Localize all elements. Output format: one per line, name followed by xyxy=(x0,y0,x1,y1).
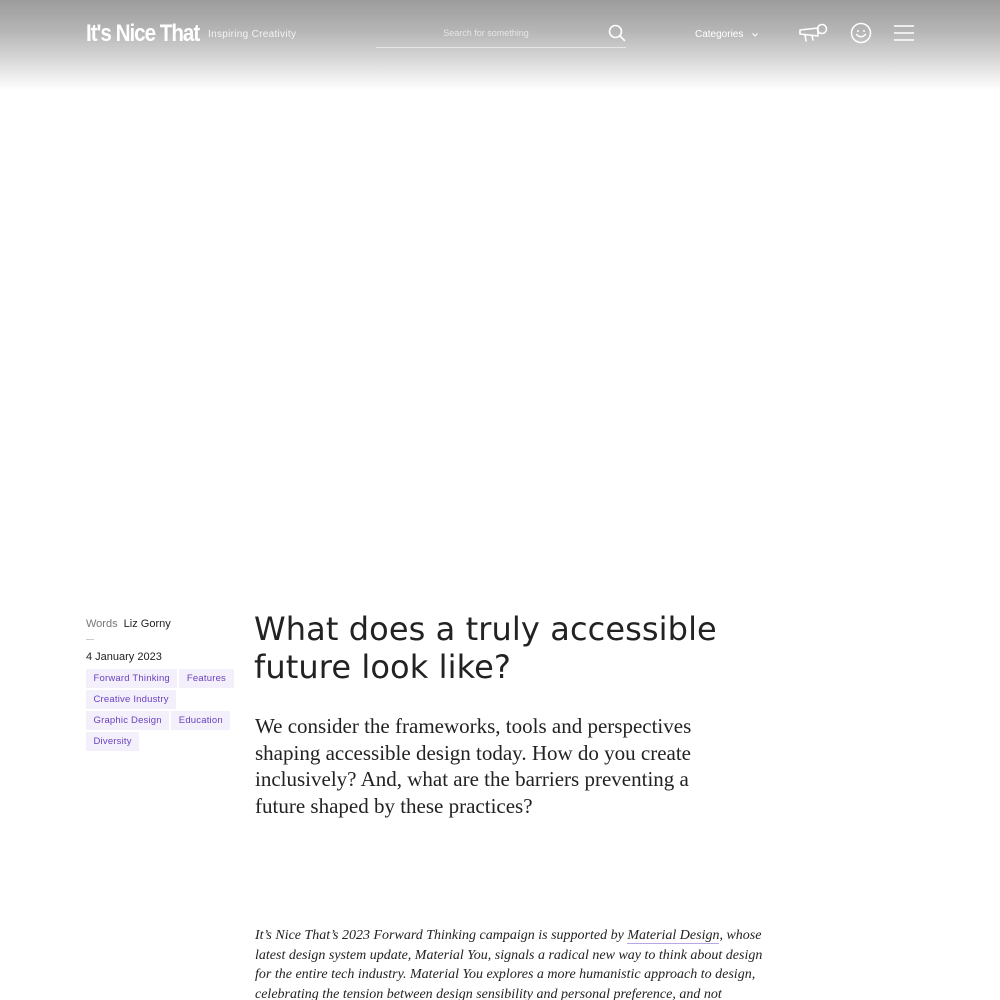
tag-graphic-design[interactable]: Graphic Design xyxy=(86,711,169,730)
article-body xyxy=(255,926,765,1000)
categories-dropdown[interactable] xyxy=(695,29,759,40)
byline xyxy=(86,618,246,630)
body-text-end: , whose latest design system update, Material You, signals a radical new way to think about design for the entire tech industry. Material You explores a more humanistic approach to design, celebrating the tension between design sensibility and personal preference, and not xyxy=(255,928,763,1000)
tag-creative-industry[interactable]: Creative Industry xyxy=(86,690,176,709)
words-label: Words xyxy=(86,618,118,630)
tag-forward-thinking[interactable]: Forward Thinking xyxy=(86,669,177,688)
site-header xyxy=(0,0,1000,90)
site-tagline: Inspiring Creativity xyxy=(208,29,297,40)
smiley-icon[interactable] xyxy=(850,22,872,44)
publish-date: 4 January 2023 xyxy=(86,651,162,663)
body-text-start: It’s Nice That’s 2023 Forward Thinking campaign is supported by xyxy=(255,928,628,943)
menu-icon[interactable] xyxy=(893,24,915,42)
article-standfirst: We consider the frameworks, tools and perspectives shaping accessible design today. How do you create inclusively? And, what are the barriers preventing a future shaped by these practices? xyxy=(255,714,692,818)
tag-features[interactable]: Features xyxy=(179,669,233,688)
megaphone-icon[interactable] xyxy=(798,22,830,44)
chevron-down-icon xyxy=(751,31,759,39)
site-logo[interactable]: It's Nice That xyxy=(86,20,200,47)
tag-education[interactable]: Education xyxy=(171,711,230,730)
tag-diversity[interactable]: Diversity xyxy=(86,732,139,751)
search-icon[interactable] xyxy=(608,24,626,42)
tag-list xyxy=(86,669,246,753)
search-bar xyxy=(376,18,626,48)
article-meta xyxy=(86,618,246,753)
search-input[interactable] xyxy=(376,24,596,42)
categories-label: Categories xyxy=(695,29,744,40)
article-title: What does a truly accessible future look like? xyxy=(254,610,717,686)
meta-divider xyxy=(86,639,94,640)
material-design-link[interactable]: Material Design xyxy=(627,928,720,943)
author-link[interactable]: Liz Gorny xyxy=(123,618,171,630)
